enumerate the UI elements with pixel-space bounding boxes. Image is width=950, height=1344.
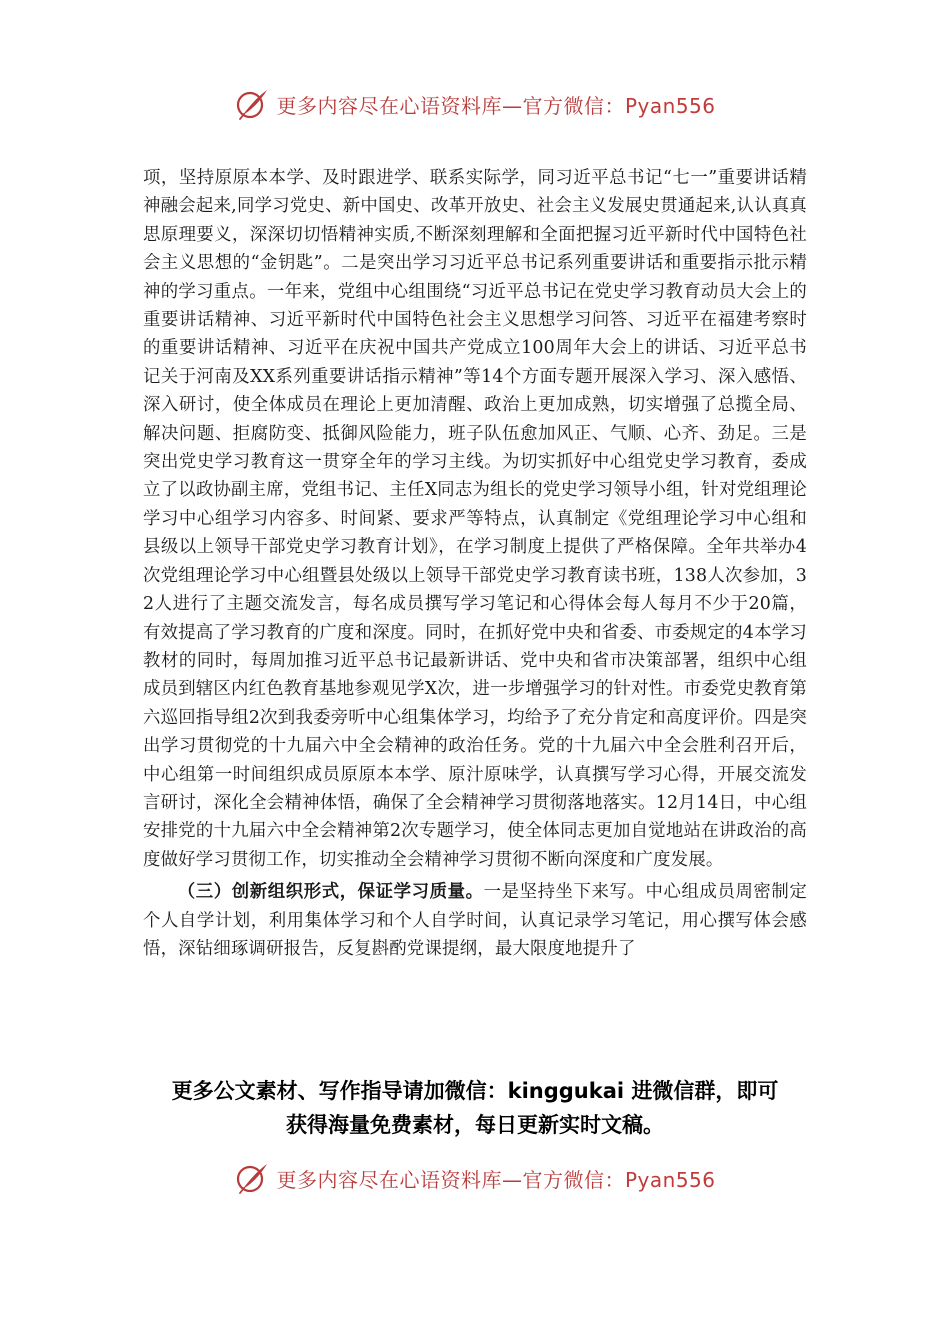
- promo-line-1: 更多公文素材、写作指导请加微信：kinggukai 进微信群，即可: [171, 1079, 779, 1103]
- promo-line-2: 获得海量免费素材，每日更新实时文稿。: [286, 1113, 664, 1137]
- body-paragraph-2-text: 一是坚持坐下来写。中心组成员周密制定个人自学计划，利用集体学习和个人自学时间，认真记录学习笔记，用心撰写体会感悟，深钻细琢调研报告，反复斟酌党课提纲，最大限度地提升了: [143, 882, 808, 959]
- header-banner-wechat: Pyan556: [624, 93, 716, 118]
- quill-pen-logo-icon: [234, 1160, 270, 1196]
- footer-banner: [0, 1158, 950, 1198]
- section-heading: （三）创新组织形式，保证学习质量。: [177, 882, 484, 903]
- document-body: [143, 164, 807, 963]
- header-banner: [0, 84, 950, 124]
- quill-pen-logo-icon: [234, 86, 270, 122]
- footer-banner-wechat: Pyan556: [624, 1167, 716, 1192]
- body-paragraph-1: 项，坚持原原本本学、及时跟进学、联系实际学，同习近平总书记“七一”重要讲话精神融会起来,同学习党史、新中国史、改革开放史、社会主义发展史贯通起来,认认真真思原理要义，深深切切悟精神实质,不断深刻理解和全面把握习近平新时代中国特色社会主义思想的“金钥匙”。二是突出学习习近平总书记系列重要讲话和重要指示批示精神的学习重点。一年来，党组中心组围绕“习近平总书记在党史学习教育动员大会上的重要讲话精神、习近平新时代中国特色社会主义思想学习问答、习近平在福建考察时的重要讲话精神、习近平在庆祝中国共产党成立100周年大会上的讲话、习近平总书记关于河南及XX系列重要讲话指示精神”等14个方面专题开展深入学习、深入感悟、深入研讨，使全体成员在理论上更加清醒、政治上更加成熟，切实增强了总揽全局、解决问题、拒腐防变、抵御风险能力，班子队伍愈加风正、气顺、心齐、劲足。三是突出党史学习教育这一贯穿全年的学习主线。为切实抓好中心组党史学习教育，委成立了以政协副主席，党组书记、主任X同志为组长的党史学习领导小组，针对党组理论学习中心组学习内容多、时间紧、要求严等特点，认真制定《党组理论学习中心组和县级以上领导干部党史学习教育计划》，在学习制度上提供了严格保障。全年共举办4次党组理论学习中心组暨县处级以上领导干部党史学习教育读书班，138人次参加，32人进行了主题交流发言，每名成员撰写学习笔记和心得体会每人每月不少于20篇，有效提高了学习教育的广度和深度。同时，在抓好党中央和省委、市委规定的4本学习教材的同时，每周加推习近平总书记最新讲话、党中央和省市决策部署，组织中心组成员到辖区内红色教育基地参观见学X次，进一步增强学习的针对性。市委党史教育第六巡回指导组2次到我委旁听中心组集体学习，均给予了充分肯定和高度评价。四是突出学习贯彻党的十九届六中全会精神的政治任务。党的十九届六中全会胜利召开后，中心组第一时间组织成员原原本本学、原汁原味学，认真撰写学习心得，开展交流发言研讨，深化全会精神体悟，确保了全会精神学习贯彻落地落实。12月14日，中心组安排党的十九届六中全会精神第2次专题学习，使全体同志更加自觉地站在讲政治的高度做好学习贯彻工作，切实推动全会精神学习贯彻不断向深度和广度发展。: [143, 168, 807, 870]
- body-paragraph-2: [143, 878, 807, 963]
- footer-banner-text: 更多内容尽在心语资料库—官方微信：: [276, 1167, 625, 1192]
- header-banner-text: 更多内容尽在心语资料库—官方微信：: [276, 93, 625, 118]
- promo-notice: [120, 1074, 830, 1142]
